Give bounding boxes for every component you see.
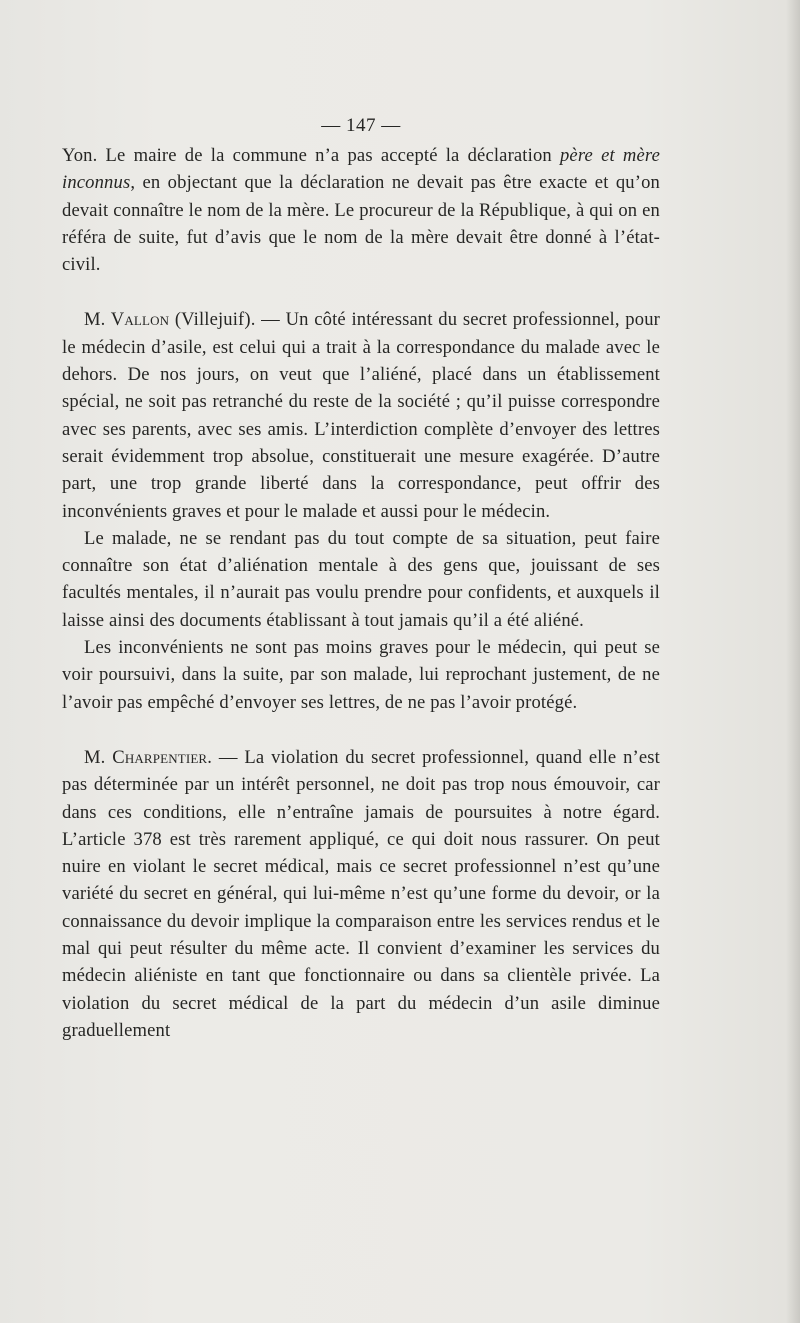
paragraph-spacer — [62, 716, 660, 744]
paragraph-1 — [62, 142, 660, 278]
paragraph-1-italic-phrase: père et mère inconnus — [62, 145, 660, 194]
paragraph-2-text: (Villejuif). — Un côté intéressant du secret professionnel, pour le médecin d’asile, est celui qui a trait à la correspondance du malade avec le dehors. De nos jours, on veut que l’aliéné, placé dans un établissement spécial, ne soit pas retranché du reste de la société ; qu’il puisse correspondre avec ses parents, avec ses amis. L’interdiction complète d’envoyer des lettres serait évidemment trop absolue, constituerait une mesure exagérée. D’autre part, une trop grande liberté dans la correspondance, peut offrir des inconvénients graves et pour le malade et aussi pour le médecin. — [62, 309, 660, 522]
paragraph-5 — [62, 744, 660, 1044]
paragraph-3: Le malade, ne se rendant pas du tout compte de sa situation, peut faire connaître son état d’aliénation mentale à des gens que, jouissant de ses facultés mentales, il n’aurait pas voulu prendre pour confidents, et auxquels il laisse ainsi des documents établissant à tout jamais qu’il a été aliéné. — [62, 527, 660, 631]
page-number: — 147 — — [321, 115, 401, 136]
paragraph-1-text-end: , en objectant que la déclaration ne devait pas être exacte et qu’on devait connaître le nom de la mère. Le procureur de la République, à qui on en référa de suite, fut d’avis que le nom de la mère devait être donné à l’état-civil. — [62, 172, 660, 276]
page-edge-shadow — [786, 0, 800, 1323]
page-text-block — [62, 112, 660, 1044]
paragraph-1-text-start: Yon. Le maire de la commune n’a pas accepté la déclaration — [62, 145, 560, 166]
paragraph-5-text: — La violation du secret professionnel, quand elle n’est pas déterminée par un intérêt personnel, ne doit pas trop nous émouvoir, car dans ces conditions, elle n’entraîne jamais de poursuites à notre égard. L’article 378 est très rarement appliqué, ce qui doit nous rassurer. On peut nuire en violant le secret médical, mais ce secret professionnel n’est qu’une variété du secret en général, qui lui-même n’est qu’une forme du devoir, or la connaissance du devoir implique la comparaison entre les services rendus et le mal qui peut résulter du même acte. Il convient d’examiner les services du médecin aliéniste en tant que fonctionnaire ou dans sa clientèle privée. La violation du secret médical de la part du médecin d’un asile diminue graduellement — [62, 746, 660, 1041]
paragraph-spacer — [62, 278, 660, 306]
speaker-charpentier: M. Charpentier. — [84, 746, 213, 768]
paragraph-4: Les inconvénients ne sont pas moins graves pour le médecin, qui peut se voir poursuivi, dans la suite, par son malade, lui reprochant justement, de ne l’avoir pas empêché d’envoyer ses lettres, de ne pas l’avoir protégé. — [62, 637, 660, 713]
paragraph-2 — [62, 306, 660, 524]
speaker-vallon: M. Vallon — [84, 309, 170, 331]
